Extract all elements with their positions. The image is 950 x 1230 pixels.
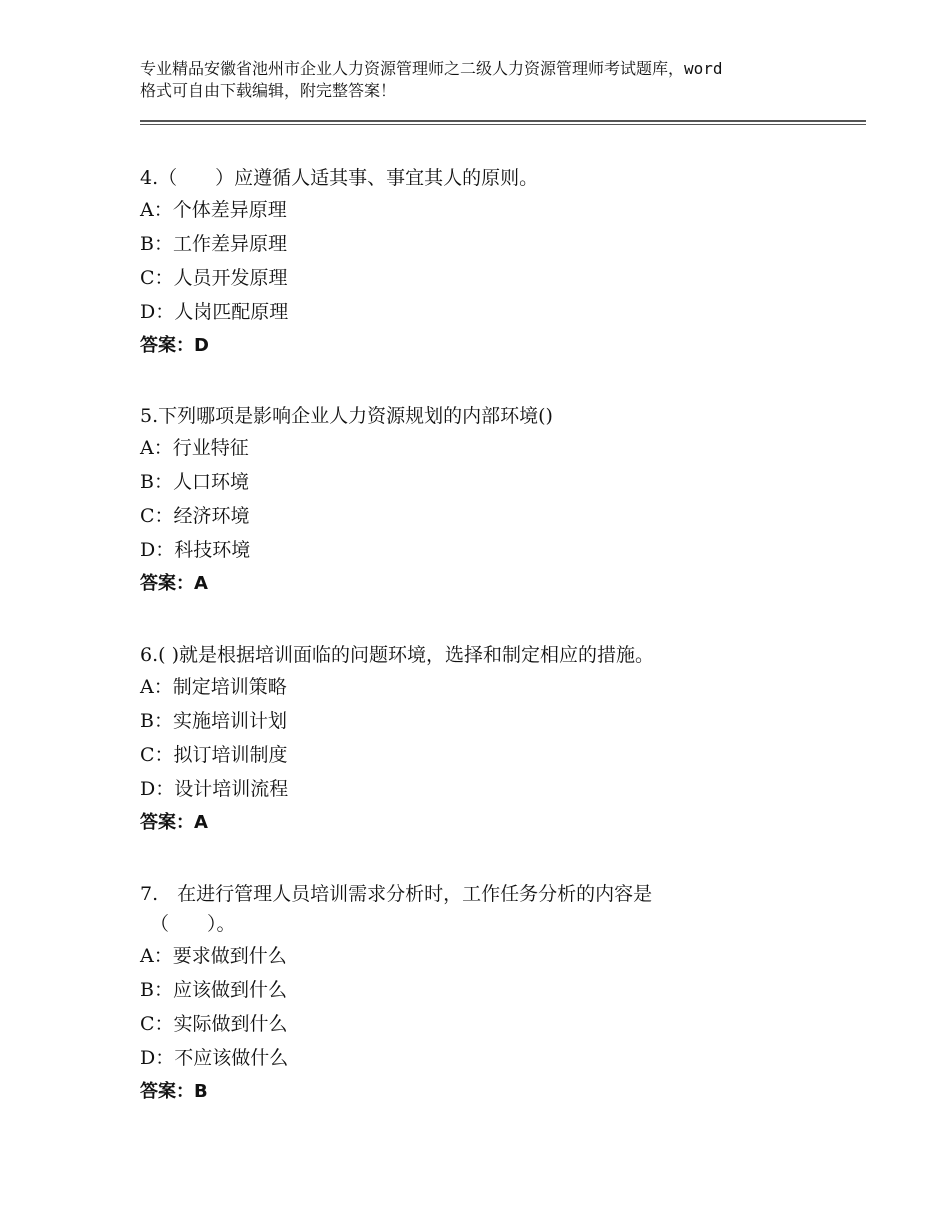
header-divider-thin [140,124,866,125]
option-c: C：人员开发原理 [140,267,288,289]
option-a: A：制定培训策略 [140,676,287,698]
header-divider-thick [140,120,866,122]
document-header [140,58,840,102]
question-title: 4.（ ）应遵循人适其事、事宜其人的原则。 [140,167,539,189]
answer-label: 答案：A [140,812,208,833]
question-title-continued: （ ）。 [150,913,236,935]
question-6 [140,640,840,840]
option-c: C：经济环境 [140,505,250,527]
option-b: B：应该做到什么 [140,979,287,1001]
option-b: B：实施培训计划 [140,710,287,732]
header-line-2: 格式可自由下载编辑，附完整答案！ [140,81,397,100]
question-7 [140,879,840,1109]
answer-label: 答案：B [140,1081,208,1102]
question-4 [140,163,840,363]
question-title: 7. 在进行管理人员培训需求分析时，工作任务分析的内容是 [140,883,653,905]
answer-label: 答案：A [140,573,208,594]
option-c: C：拟订培训制度 [140,744,288,766]
option-d: D：科技环境 [140,539,251,561]
option-d: D：不应该做什么 [140,1047,289,1069]
option-a: A：行业特征 [140,437,249,459]
option-d: D：设计培训流程 [140,778,289,800]
option-a: A：要求做到什么 [140,945,287,967]
answer-label: 答案：D [140,335,209,356]
question-5 [140,401,840,601]
question-title: 6.( )就是根据培训面临的问题环境，选择和制定相应的措施。 [140,644,654,666]
option-b: B：人口环境 [140,471,249,493]
option-d: D：人岗匹配原理 [140,301,289,323]
option-c: C：实际做到什么 [140,1013,288,1035]
option-b: B：工作差异原理 [140,233,287,255]
question-title: 5.下列哪项是影响企业人力资源规划的内部环境() [140,405,553,427]
header-line-1: 专业精品安徽省池州市企业人力资源管理师之二级人力资源管理师考试题库，word [140,59,723,78]
option-a: A：个体差异原理 [140,199,287,221]
